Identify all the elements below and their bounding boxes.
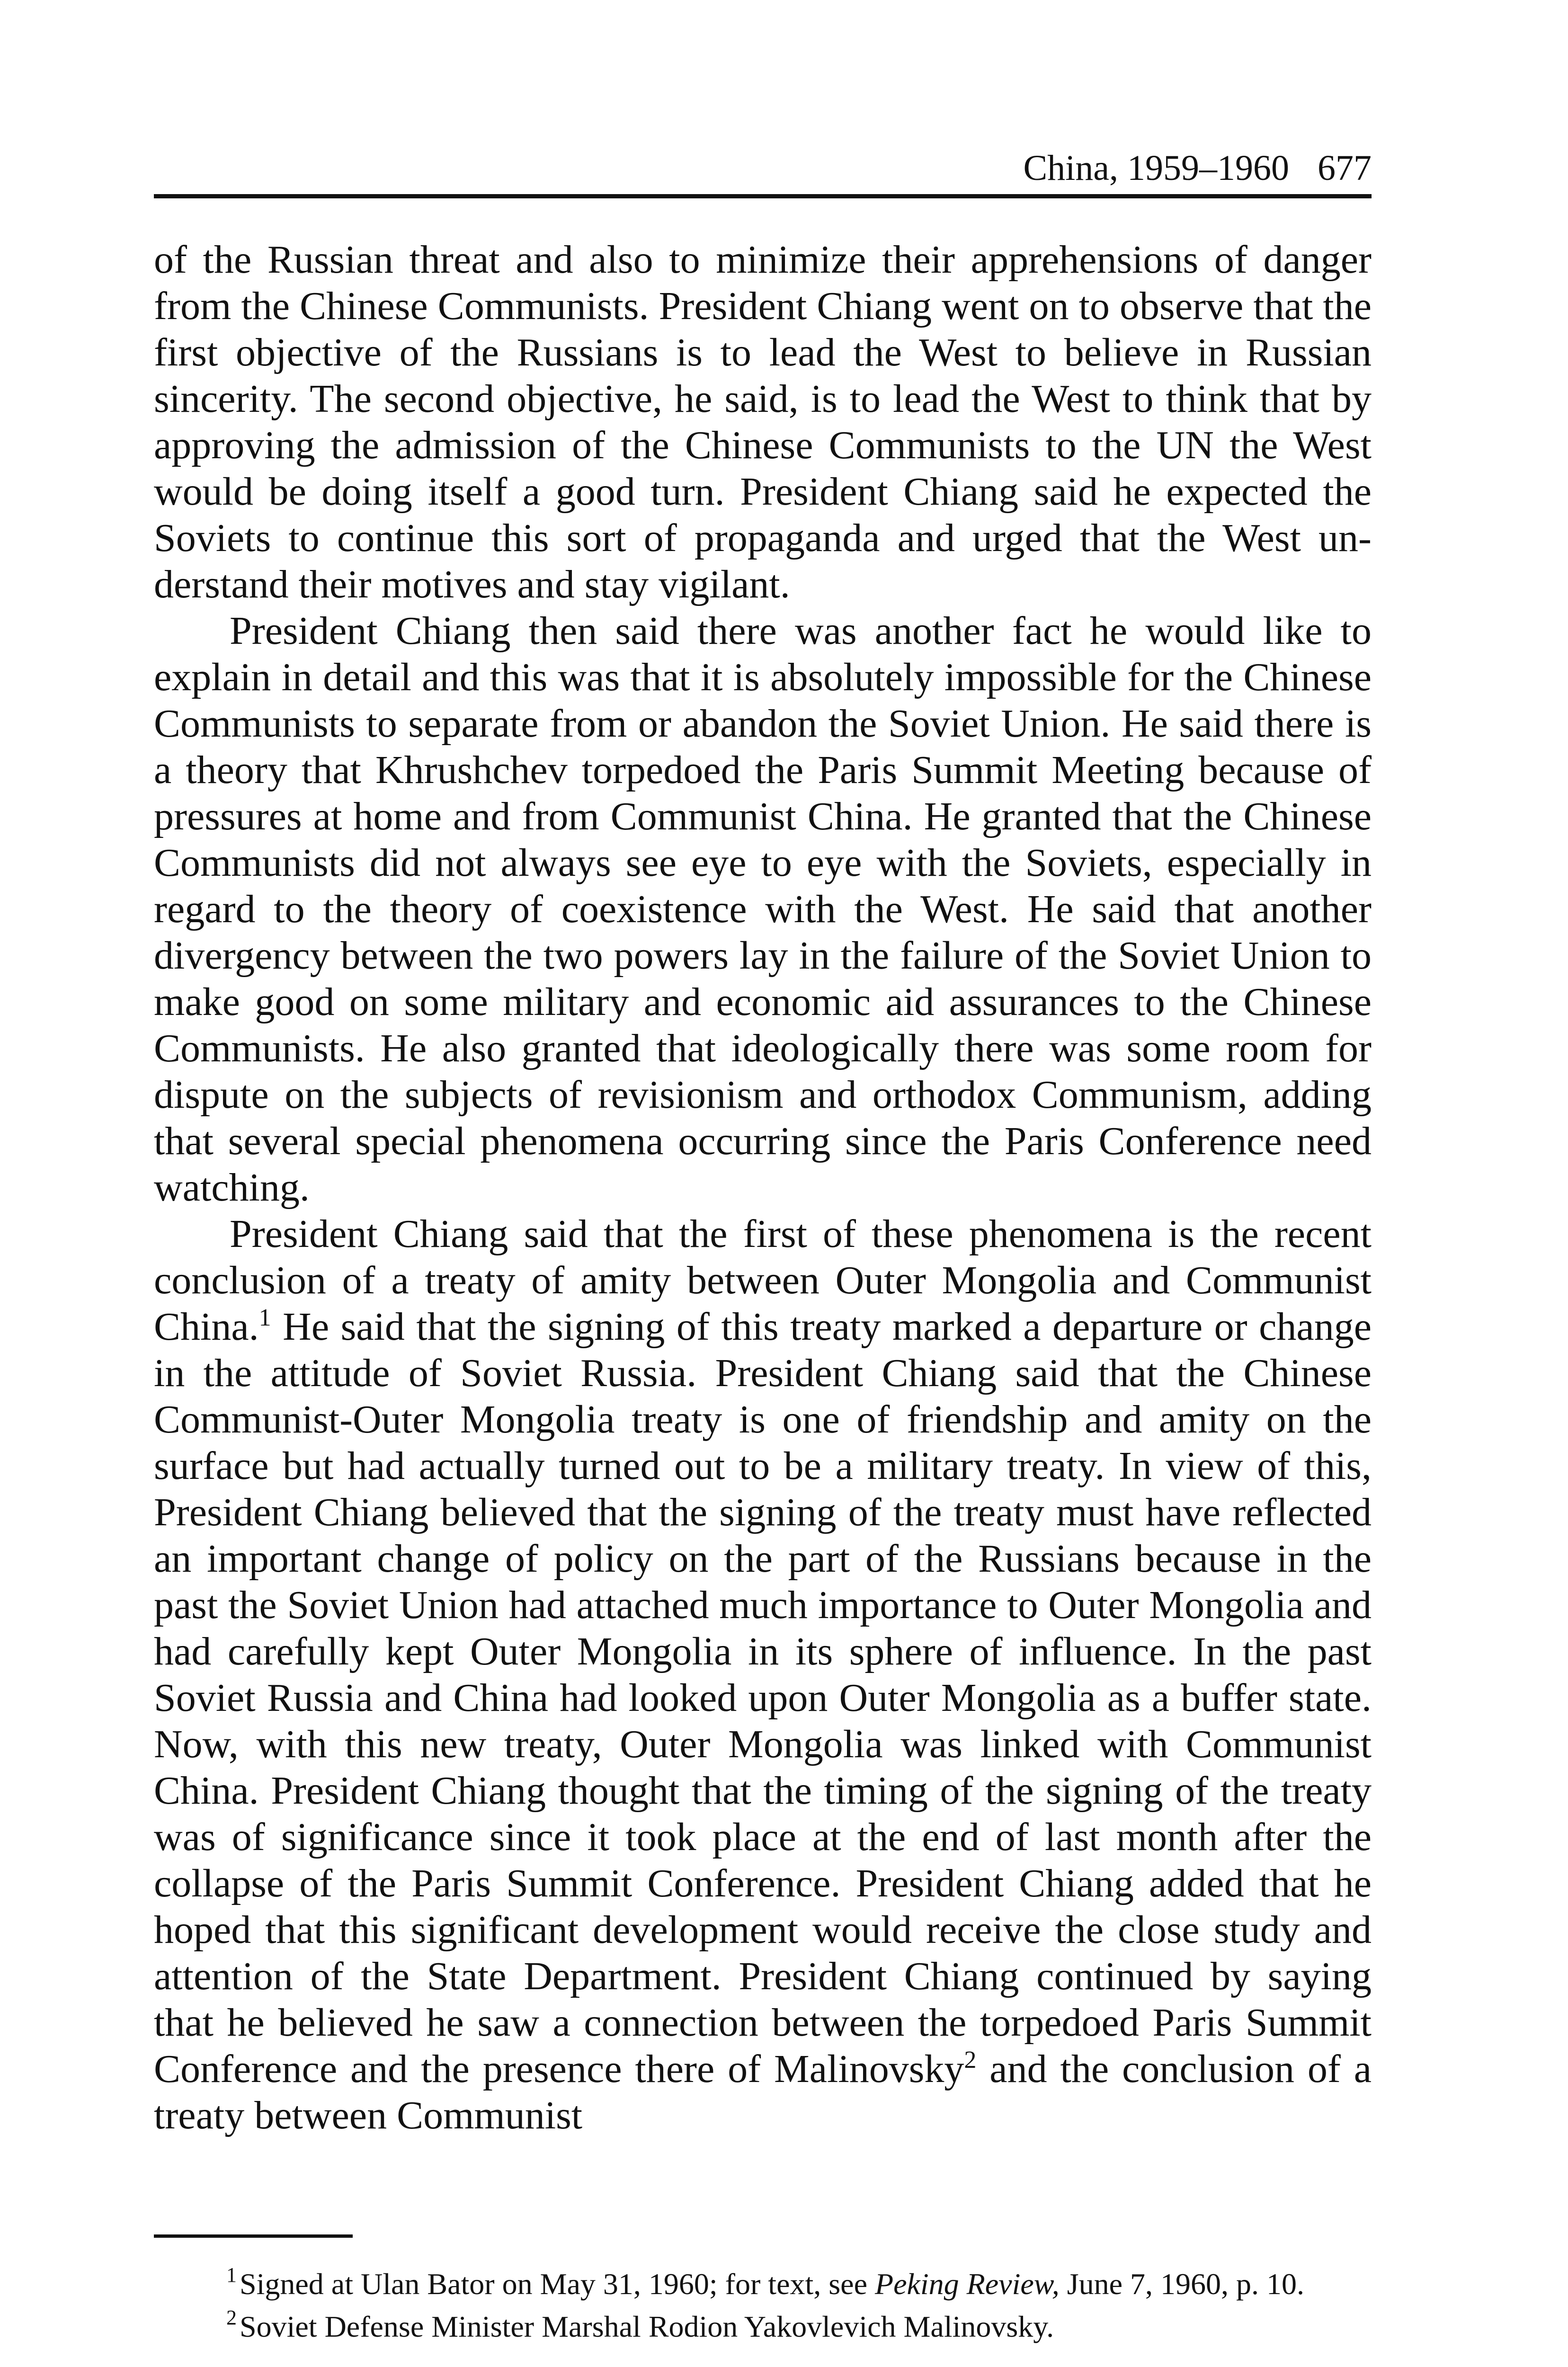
paragraph-3-part-1: President Chiang said that the first of these phenomena is the recent conclusion of a treaty of amity between Outer Mongolia and Communist China. [154,1212,1372,1349]
footnote-divider [154,2234,353,2238]
paragraph-1: of the Russian threat and also to minimize their apprehensions of danger from the Chinese Communists. President Chiang went on to observe that the first objective of the Russians is to lead the West to believe in Russian sincerity. The second objective, he said, is to lead the West to think that by approving the admission of the Chinese Communists to the UN the West would be doing itself a good turn. President Chiang said he expected the Soviets to continue this sort of propaganda and urged that the West understand their motives and stay vigilant. [154,238,1372,606]
footnotes [226,2263,1381,2348]
page-header [154,142,1372,198]
paragraph-3-part-3: and the conclusion of a treaty between Communist [154,2047,1372,2137]
page-number: 677 [1318,148,1372,188]
footnote-1-marker: 1 [226,2263,237,2287]
footnote-2 [226,2305,1381,2348]
footnote-ref-2: 2 [964,2047,977,2073]
footnote-ref-1: 1 [258,1304,271,1331]
paragraph-2: President Chiang then said there was another fact he would like to explain in detail and this was that it is absolutely impossible for the Chinese Communists to separate from or abandon the Soviet Union. He said there is a theory that Khrushchev torpedoed the Paris Summit Meeting because of pressures at home and from Communist China. He granted that the Chinese Communists did not always see eye to eye with the Soviets, especially in regard to the theory of coexistence with the West. He said that another divergency between the two powers lay in the failure of the Soviet Union to make good on some military and economic aid assurances to the Chinese Communists. He also granted that ideologically there was some room for dispute on the subjects of revisionism and orthodox Communism, adding that several special phenomena occurring since the Paris Conference need watching. [154,609,1372,1210]
running-head [1023,147,1372,189]
paragraph-3 [154,1211,1372,2139]
running-head-title: China, 1959–1960 [1023,148,1289,188]
footnote-2-marker: 2 [226,2306,237,2329]
footnote-1-text-before: Signed at Ulan Bator on May 31, 1960; for text, see [240,2267,875,2301]
body-text [154,237,1372,2139]
footnote-1 [226,2263,1381,2305]
footnote-1-text-after: June 7, 1960, p. 10. [1059,2267,1304,2301]
footnote-2-text: Soviet Defense Minister Marshal Rodion Yakovlevich Malinovsky. [240,2310,1054,2343]
paragraph-3-part-2: He said that the signing of this treaty marked a departure or change in the attitude of Soviet Russia. President Chiang said that the Chinese Communist-Outer Mongolia treaty is one of friendship and amity on the surface but had actually turned out to be a military treaty. In view of this, President Chiang believed that the signing of the treaty must have reflected an important change of policy on the part of the Russians because in the past the Soviet Union had attached much importance to Outer Mongolia and had carefully kept Outer Mongolia in its sphere of influence. In the past Soviet Russia and China had looked upon Outer Mongolia as a buffer state. Now, with this new treaty, Outer Mongolia was linked with Communist China. President Chiang thought that the timing of the signing of the treaty was of significance since it took place at the end of last month after the collapse of the Paris Summit Conference. President Chiang added that he hoped that this significant development would receive the close study and attention of the State Department. President Chiang continued by saying that he believed he saw a connection between the torpedoed Paris Summit Conference and the presence there of Malinovsky [154,1305,1372,2091]
footnote-1-italic: Peking Review, [874,2267,1060,2301]
